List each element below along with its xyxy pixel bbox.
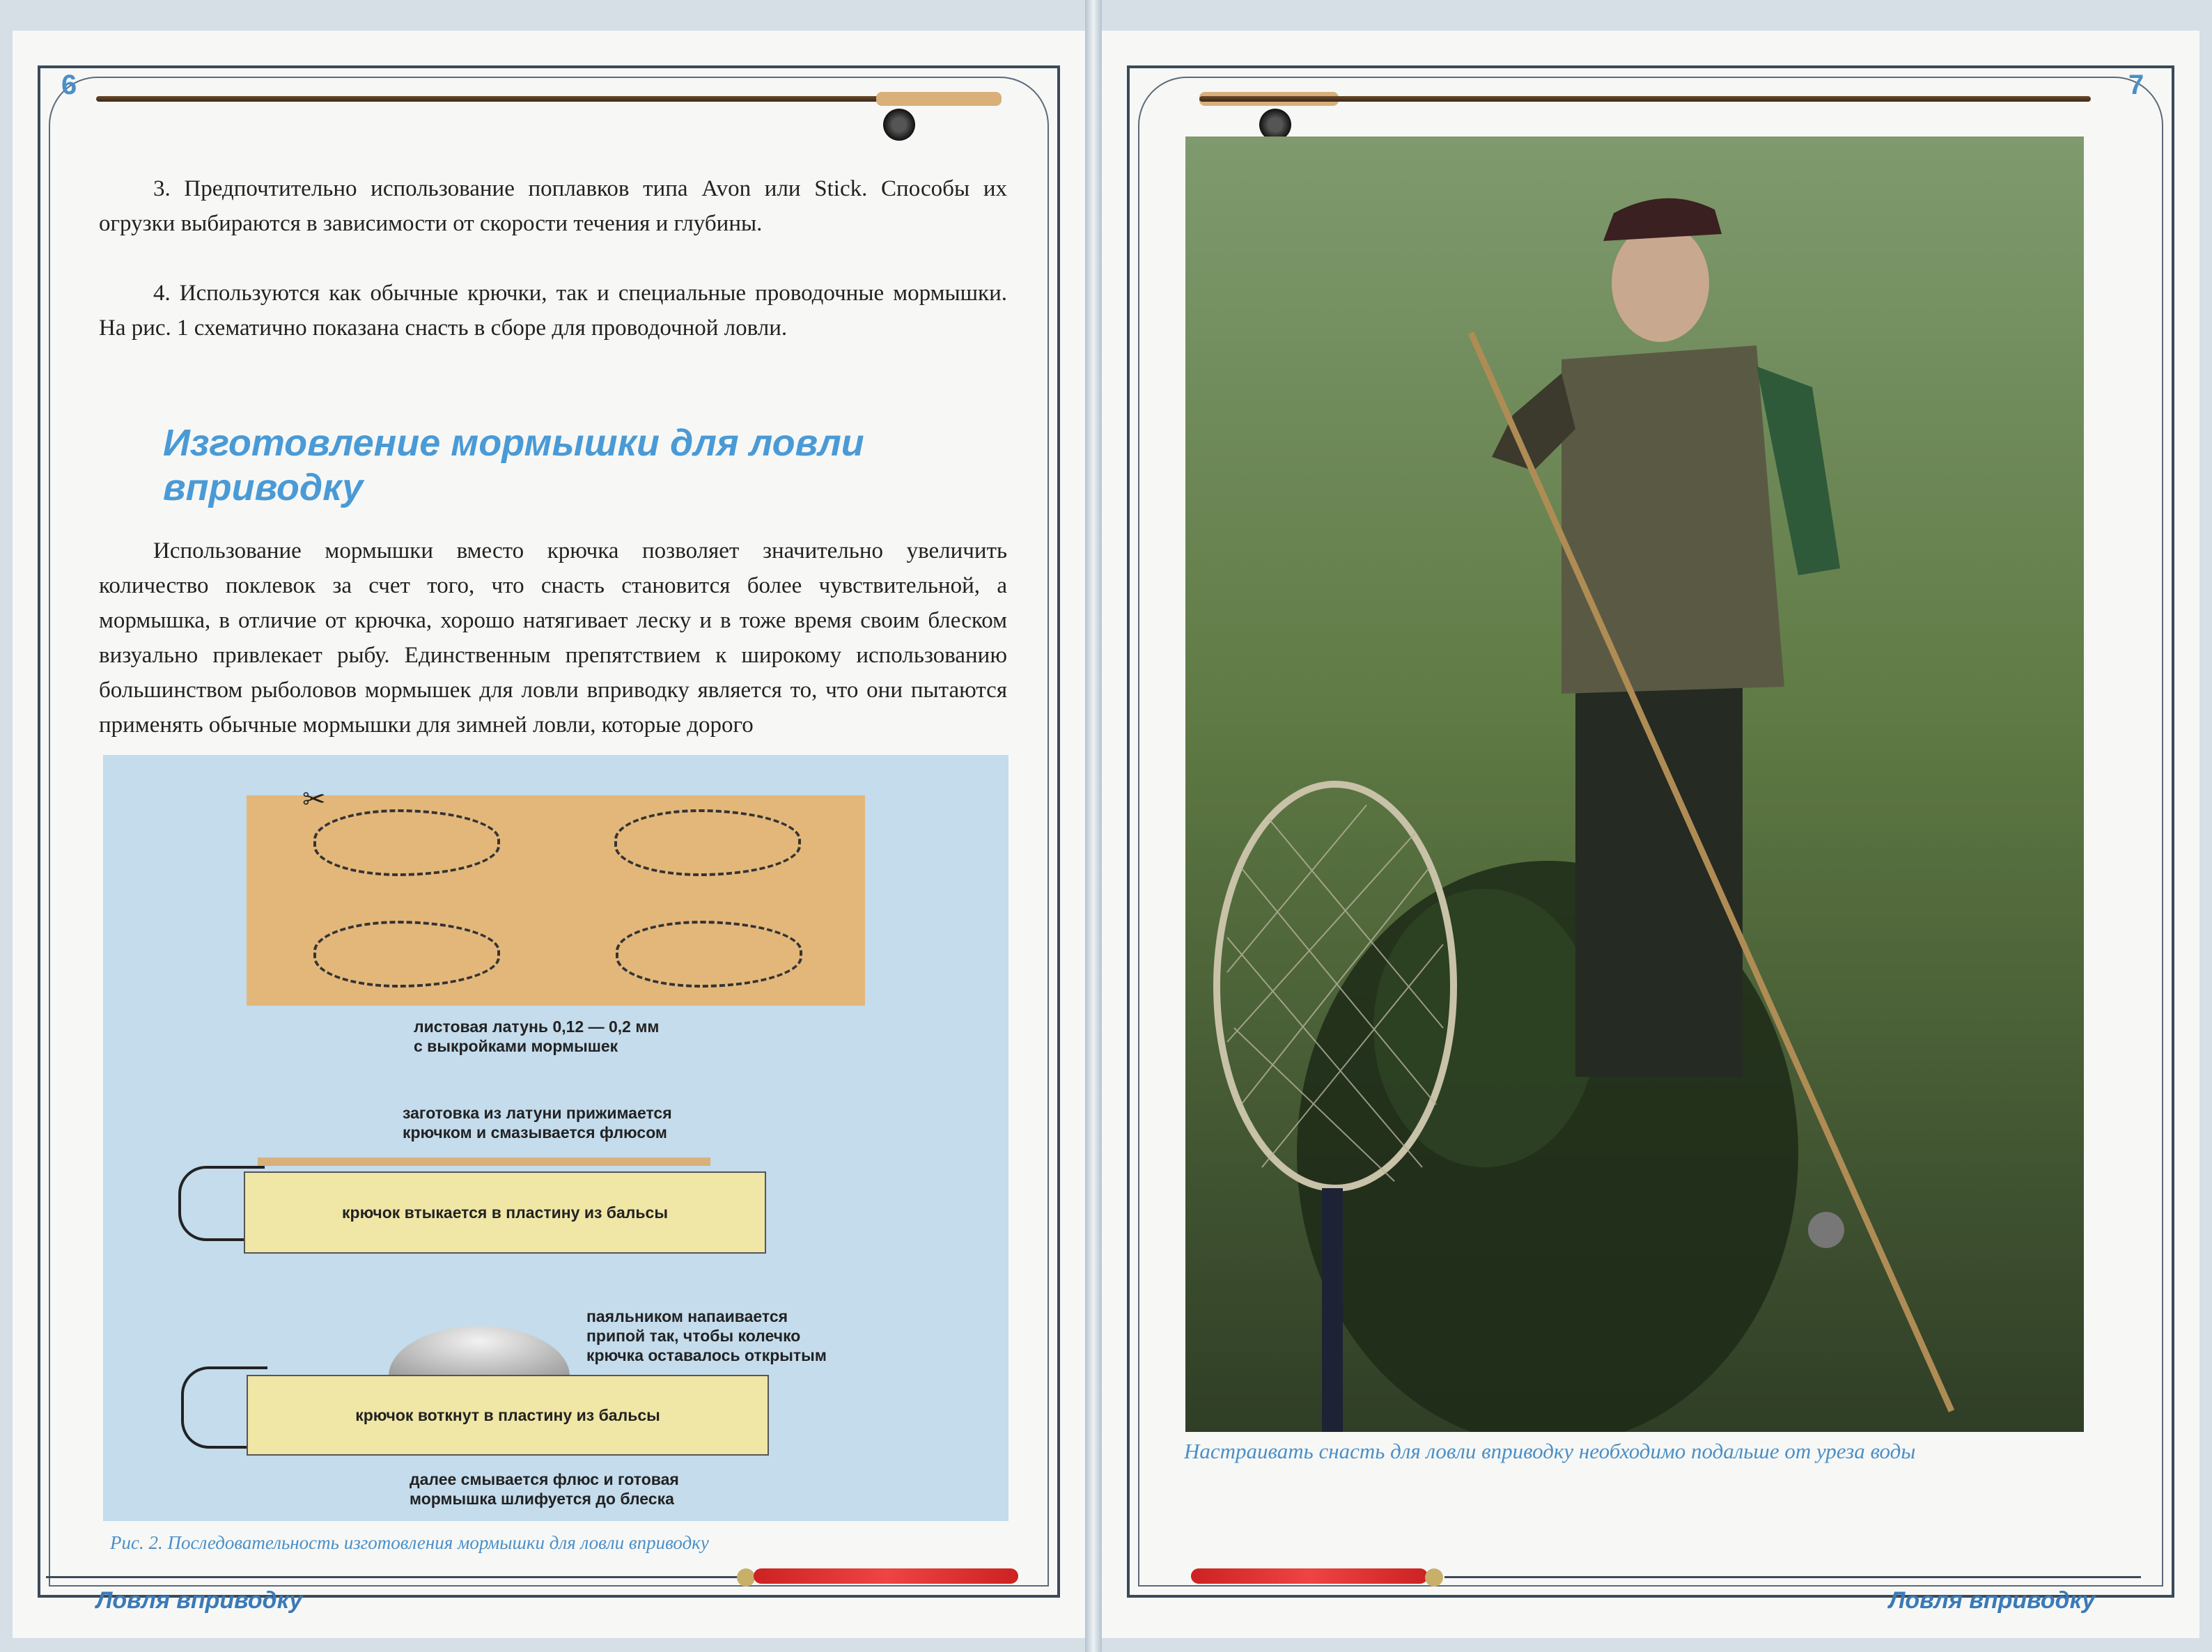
jig-pattern-outline [313, 809, 500, 876]
jig-pattern-outline [614, 809, 801, 876]
fishing-rod-icon [1199, 96, 2091, 102]
rod-grip-icon [876, 92, 1002, 106]
paragraph-1: 3. Предпочтительно использование поплавков типа Avon или Stick. Способы их огрузки выбираются в зависимости от скорости течения и глубины. [99, 176, 1007, 236]
left-page [13, 31, 1085, 1638]
worm-jig-head-icon [1425, 1568, 1443, 1587]
book-spine [1085, 0, 1102, 1652]
balsa-plate: крючок воткнут в пластину из бальсы [247, 1375, 769, 1456]
label-blank: заготовка из латуни прижимается крючком и смазывается флюсом [403, 1104, 672, 1141]
label-brass: листовая латунь 0,12 — 0,2 мм с выкройками мормышек [414, 1018, 660, 1055]
section-heading: Изготовление мормышки для ловли вприводку [163, 422, 864, 508]
paragraph-3: Использование мормышки вместо крючка позволяет значительно увеличить количество поклевок за счет того, что снасть становится более чувствительной, а мормышка, в отличие от крючка, хорошо натягивает леску и в тоже время своим блеском визуально привлекает рыбу. Единственным препятствием к широкому использованию большинством рыболовов мормышек для ловли вприводку является то, что они пытаются применять обычные мормышки для зимней ловли, которые дорого [99, 538, 1007, 738]
right-page [1102, 31, 2199, 1638]
label-polish: далее смывается флюс и готовая мормышка шлифуется до блеска [410, 1470, 679, 1508]
worm-icon [754, 1568, 1018, 1584]
solder-blob [389, 1326, 570, 1376]
reel-icon [883, 109, 915, 141]
footer-title: Ловля вприводку [96, 1587, 303, 1614]
brass-sheet [247, 795, 865, 1006]
fishing-rod-icon [96, 96, 1002, 102]
scissors-icon: ✂ [302, 784, 326, 815]
jig-pattern-outline [313, 921, 500, 988]
worm-jig-head-icon [737, 1568, 755, 1587]
balsa-plate: крючок втыкается в пластину из бальсы [244, 1171, 766, 1254]
page-number: 6 [61, 70, 77, 100]
photo-angler-with-rod [1185, 137, 2084, 1432]
label-solder: паяльником напаивается припой так, чтобы колечко крючка оставалось открытым [586, 1307, 827, 1364]
footer-line [1444, 1576, 2141, 1578]
figure-caption: Рис. 2. Последовательность изготовления мормышки для ловли вприводку [110, 1532, 709, 1553]
paragraph-2: 4. Используются как обычные крючки, так и специальные проводочные мормышки. На рис. 1 схематично показана снасть в сборе для проводочной ловли. [99, 281, 1007, 341]
page-number: 7 [2128, 70, 2144, 100]
jig-pattern-outline [616, 921, 802, 988]
footer-line [46, 1576, 742, 1578]
worm-icon [1191, 1568, 1428, 1584]
figure-manufacturing-steps [103, 755, 1008, 1521]
photo-caption: Настраивать снасть для ловли вприводку необходимо подальше от уреза воды [1184, 1439, 1916, 1463]
footer-title: Ловля вприводку [1889, 1587, 2096, 1614]
brass-blank [258, 1158, 710, 1166]
